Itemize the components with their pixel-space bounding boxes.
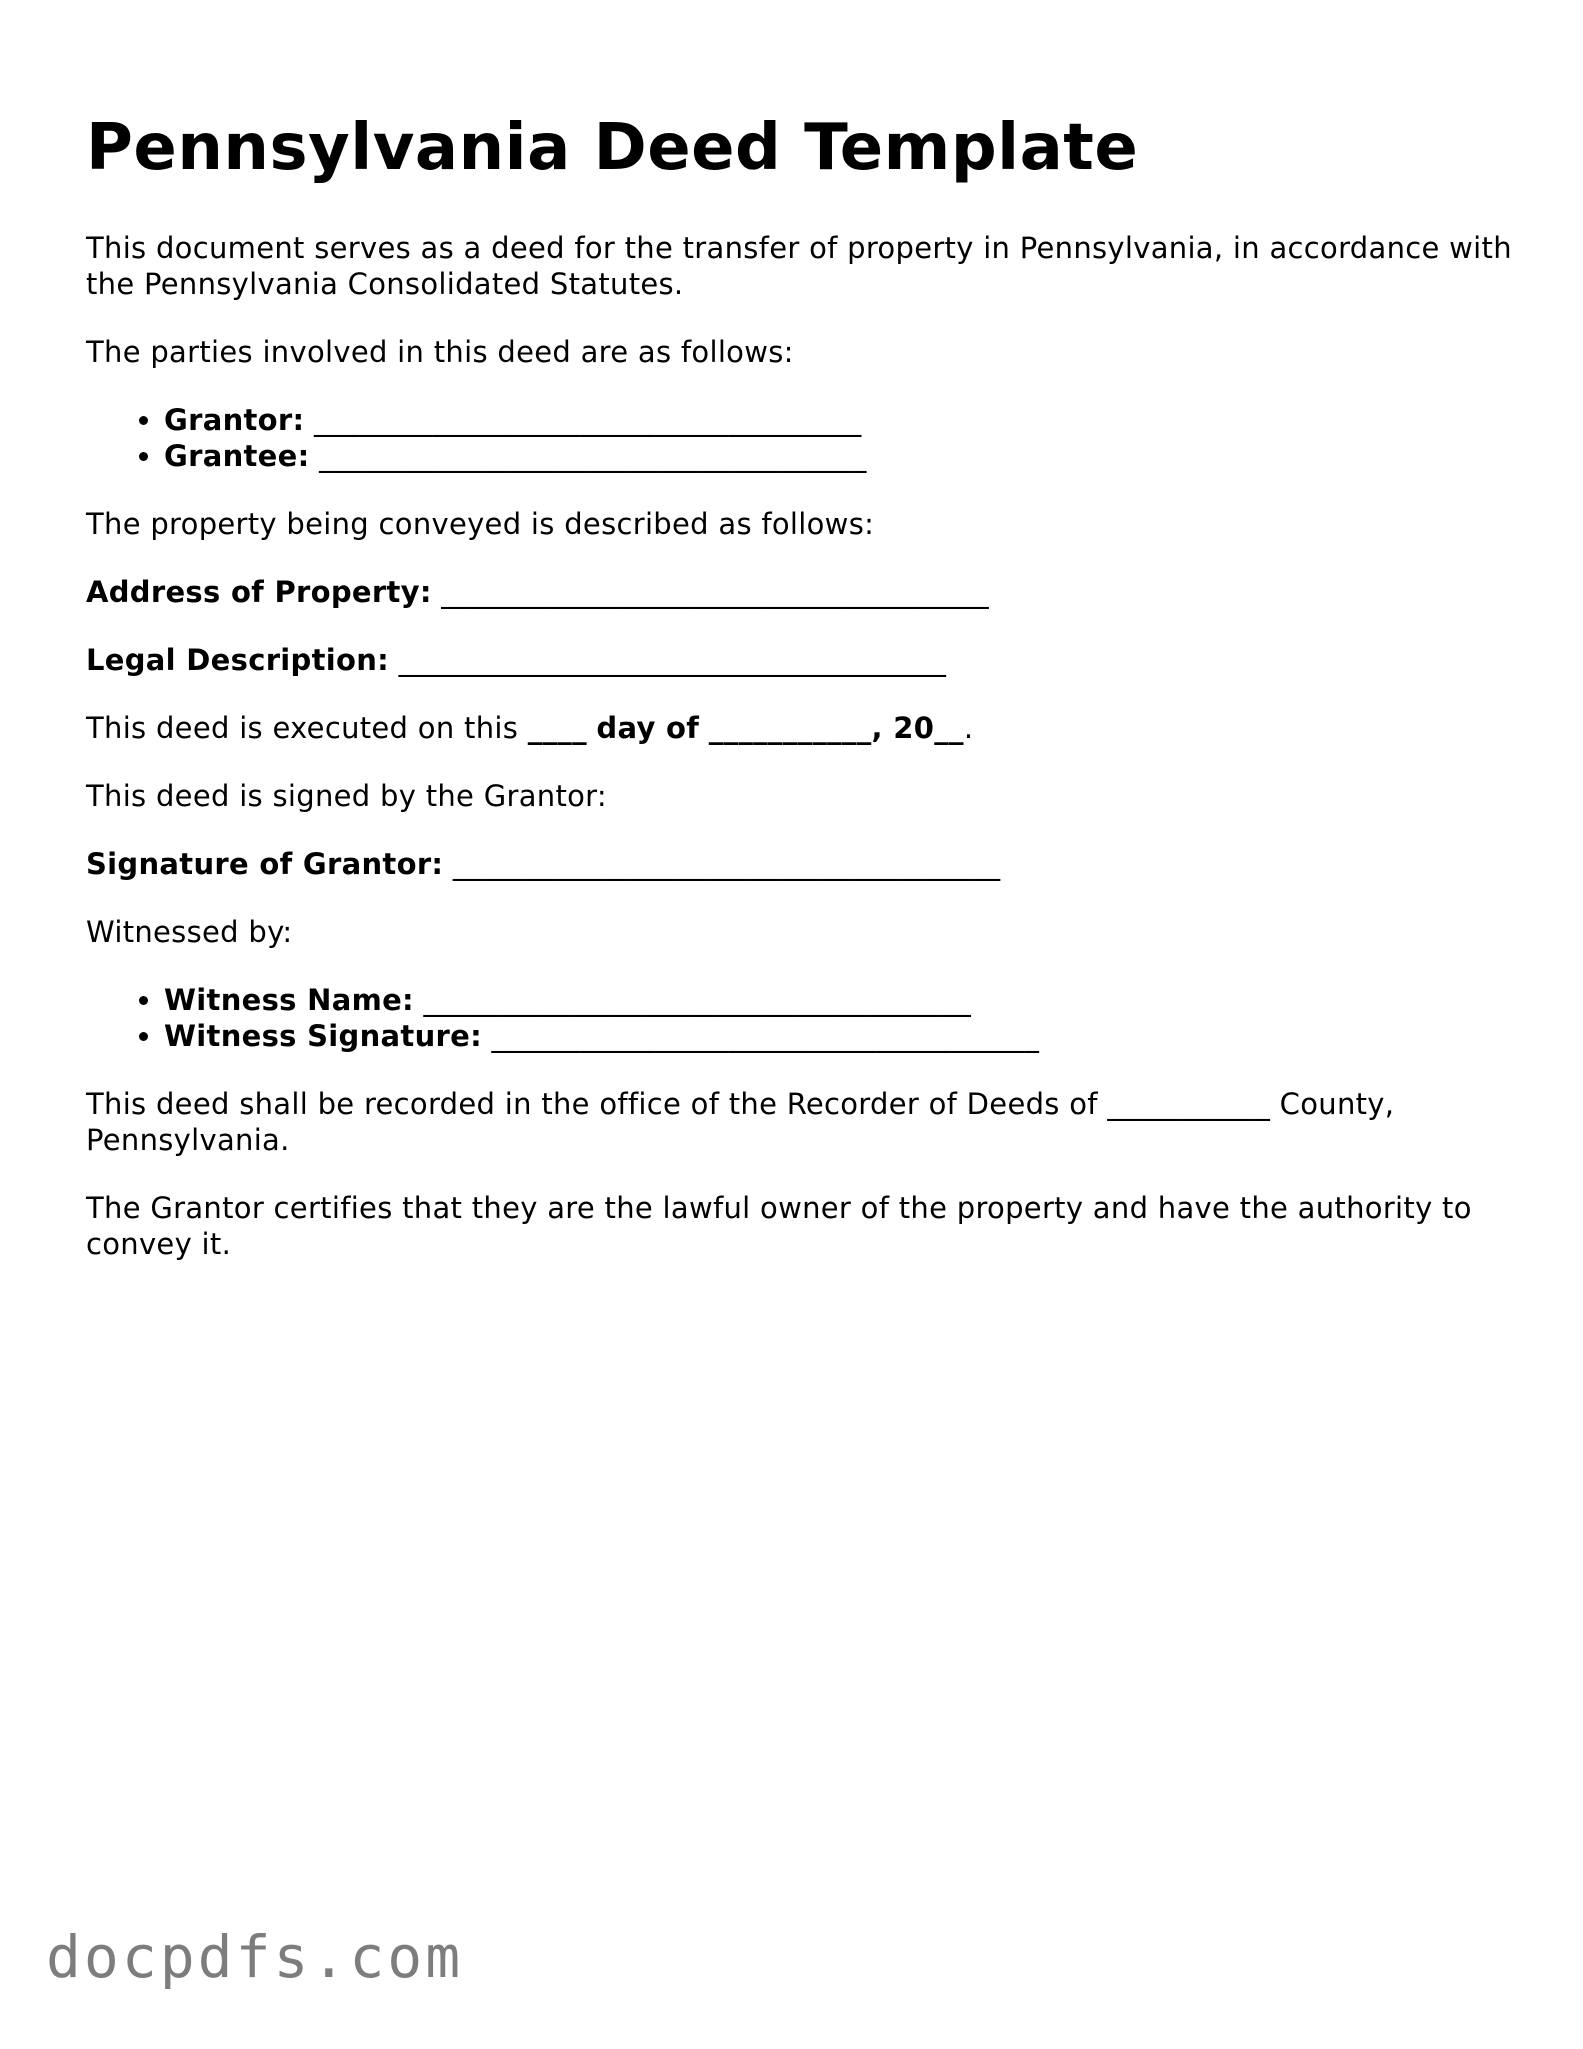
address-blank[interactable]: _____________________________________ <box>441 575 989 609</box>
witness-signature-item <box>164 1018 1526 1054</box>
executed-end: . <box>963 711 974 745</box>
grantor-item <box>164 402 1526 438</box>
recorded-suffix: County, Pennsylvania. <box>86 1087 1395 1157</box>
parties-list <box>86 402 1526 474</box>
signature-line <box>86 846 1526 882</box>
executed-month-blank[interactable]: ___________ <box>708 711 872 745</box>
grantee-blank[interactable]: _____________________________________ <box>319 439 867 473</box>
executed-line <box>86 710 1526 746</box>
executed-day-blank[interactable]: ____ <box>527 711 587 745</box>
address-line <box>86 574 1526 610</box>
grantee-item <box>164 438 1526 474</box>
property-intro: The property being conveyed is described as follows: <box>86 507 875 541</box>
grantor-label: Grantor: <box>164 403 305 437</box>
legal-description-blank[interactable]: _____________________________________ <box>398 643 947 677</box>
legal-description-label: Legal Description: <box>86 643 390 677</box>
executed-year[interactable]: , 20__ <box>871 711 964 745</box>
witnessed-intro: Witnessed by: <box>86 915 293 949</box>
intro-paragraph: This document serves as a deed for the transfer of property in Pennsylvania, in accordance with the Pennsylvania Consolidated Statutes. <box>86 231 1512 301</box>
recorded-paragraph <box>86 1086 1526 1158</box>
witness-name-label: Witness Name: <box>164 983 414 1017</box>
watermark: docpdfs.com <box>46 1923 464 1991</box>
witness-signature-label: Witness Signature: <box>164 1019 482 1053</box>
legal-description-line <box>86 642 1526 678</box>
signed-intro: This deed is signed by the Grantor: <box>86 779 607 813</box>
page-title: Pennsylvania Deed Template <box>86 111 1139 185</box>
recorded-prefix: This deed shall be recorded in the office of the Recorder of Deeds of <box>86 1087 1098 1121</box>
document-page <box>86 108 1526 1294</box>
executed-prefix: This deed is executed on this <box>86 711 519 745</box>
witness-list <box>86 982 1526 1054</box>
signature-blank[interactable]: _____________________________________ <box>452 847 1001 881</box>
parties-intro: The parties involved in this deed are as follows: <box>86 335 794 369</box>
witness-name-blank[interactable]: _____________________________________ <box>423 983 972 1017</box>
grantor-blank[interactable]: _____________________________________ <box>313 403 862 437</box>
grantee-label: Grantee: <box>164 439 310 473</box>
executed-day-of: day of <box>596 711 700 745</box>
signature-label: Signature of Grantor: <box>86 847 444 881</box>
certify-paragraph: The Grantor certifies that they are the lawful owner of the property and have the authority to convey it. <box>86 1191 1472 1261</box>
witness-name-item <box>164 982 1526 1018</box>
witness-signature-blank[interactable]: _____________________________________ <box>491 1019 1040 1053</box>
address-label: Address of Property: <box>86 575 432 609</box>
county-blank[interactable]: ___________ <box>1107 1087 1271 1121</box>
